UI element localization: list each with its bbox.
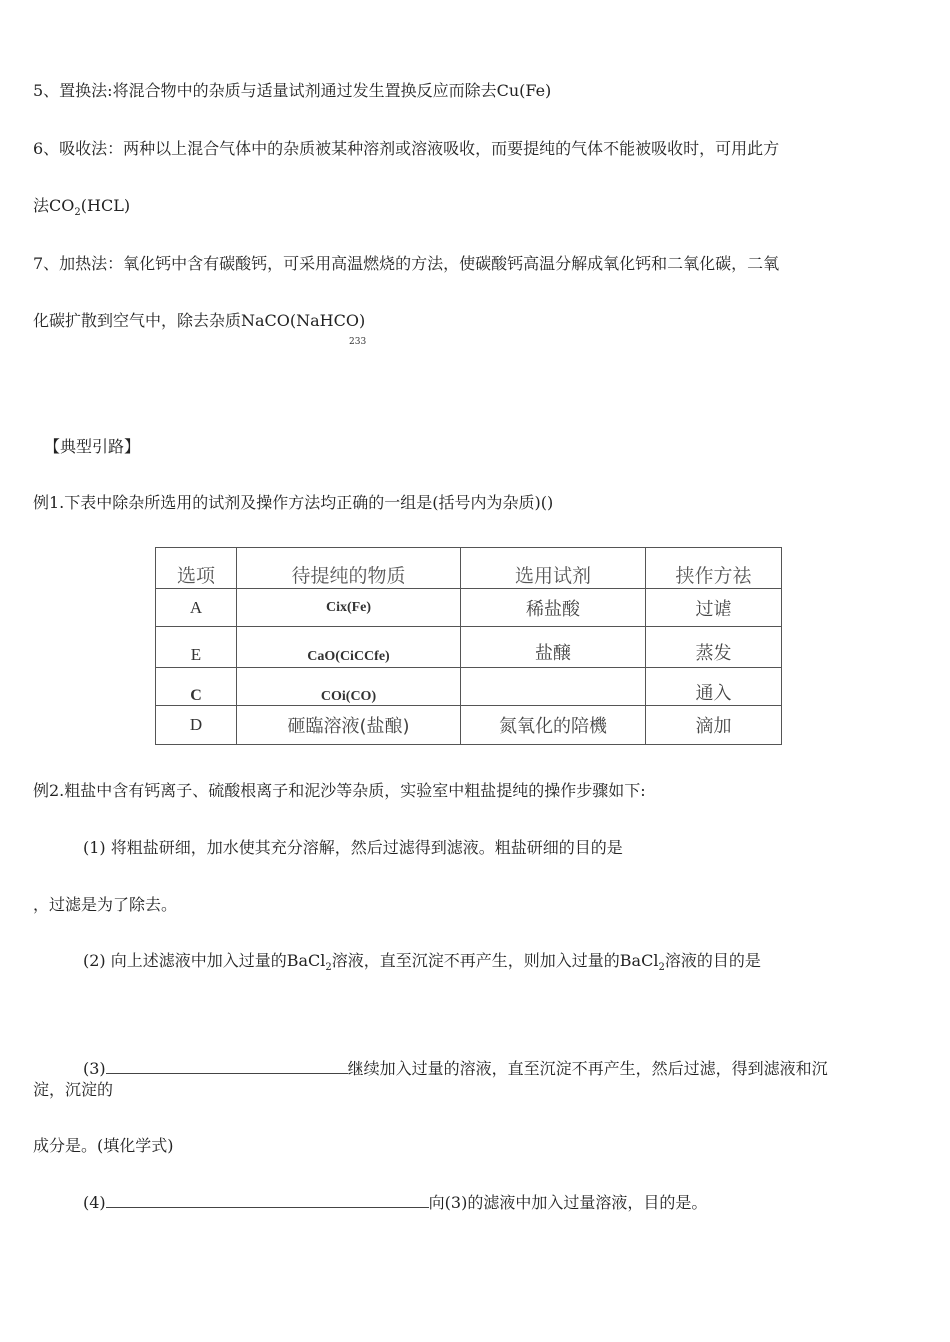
step4-text: 向(3)的滤液中加入过量溶液，目的是。	[428, 1193, 708, 1212]
table-cell: COi(CO)	[237, 668, 461, 706]
table-cell: 氮氧化的陪機	[461, 706, 646, 745]
step2-text-a: (2) 向上述滤液中加入过量的BaCl	[83, 951, 326, 970]
step4-number: (4)	[83, 1193, 106, 1212]
step4-answer-blank[interactable]	[106, 1193, 429, 1208]
table-cell: CaO(CiCCfe)	[237, 627, 461, 668]
method-7-line2: 化碳扩散到空气中，除去杂质NaCO(NaHCO)	[33, 311, 366, 330]
example-2-step3-line2: 淀，沉淀的	[33, 1080, 114, 1099]
table-header-row	[156, 548, 782, 589]
table-header: 选项	[156, 548, 237, 589]
table-cell: C	[156, 668, 237, 706]
step2-subscript-2: 2	[658, 962, 665, 973]
table-row	[156, 668, 782, 706]
example-2-step2	[83, 951, 761, 974]
table-cell	[461, 668, 646, 706]
table-header: 待提纯的物质	[237, 548, 461, 589]
method-6-line2	[33, 196, 130, 219]
step2-text-c: 溶液的目的是	[664, 951, 761, 970]
step3-text: 继续加入过量的溶液，直至沉淀不再产生，然后过滤，得到滤液和沉	[347, 1059, 828, 1078]
table-cell: A	[156, 589, 237, 627]
example-1-question: 例1.下表中除杂所选用的试剂及操作方法均正确的一组是(括号内为杂质)()	[33, 493, 554, 512]
table-cell: 蒸发	[646, 627, 782, 668]
example-2-question: 例2.粗盐中含有钙离子、硫酸根离子和泥沙等杂质，实验室中粗盐提纯的操作步骤如下:	[33, 781, 646, 800]
method-6-subscript: 2	[74, 207, 81, 218]
method-6-impurity: (HCL)	[80, 196, 131, 215]
step3-answer-blank[interactable]	[106, 1059, 348, 1074]
table-cell: Cix(Fe)	[237, 589, 461, 627]
method-6-text: 法CO	[33, 196, 75, 215]
step2-subscript-1: 2	[325, 962, 332, 973]
table-cell: 稀盐酸	[461, 589, 646, 627]
method-7-line1: 7、加热法：氧化钙中含有碳酸钙，可采用高温燃烧的方法，使碳酸钙高温分解成氧化钙和二氧化碳，二氧	[33, 254, 780, 273]
method-6-line1: 6、吸收法：两种以上混合气体中的杂质被某种溶剂或溶液吸收，而要提纯的气体不能被吸收时，可用此方	[33, 139, 780, 158]
example-2-step3-line1	[83, 1059, 828, 1079]
table-cell: 过谑	[646, 589, 782, 627]
example-2-step1-line2: ，过滤是为了除去。	[33, 895, 178, 914]
example-2-step4	[83, 1193, 707, 1213]
table-cell: 砸臨溶液(盐酿)	[237, 706, 461, 745]
method-5: 5、置换法:将混合物中的杂质与适量试剂通过发生置换反应而除去Cu(Fe)	[33, 81, 552, 100]
table-cell: D	[156, 706, 237, 745]
impurity-removal-table	[155, 547, 782, 745]
example-2-step3-line3: 成分是。(填化学式)	[33, 1136, 174, 1155]
table-cell: E	[156, 627, 237, 668]
example-2-step1-line1: (1) 将粗盐研细，加水使其充分溶解，然后过滤得到滤液。粗盐研细的目的是	[83, 838, 623, 857]
table-header: 选用试剂	[461, 548, 646, 589]
table-cell: 盐醸	[461, 627, 646, 668]
step3-number: (3)	[83, 1059, 106, 1078]
table-row	[156, 627, 782, 668]
table-cell: 通入	[646, 668, 782, 706]
method-7-subscripts: 233	[349, 337, 367, 347]
section-title: 【典型引路】	[44, 437, 141, 456]
table-row	[156, 706, 782, 745]
table-cell: 滴加	[646, 706, 782, 745]
table-header: 挟作方祛	[646, 548, 782, 589]
step2-text-b: 溶液，直至沉淀不再产生，则加入过量的BaCl	[331, 951, 659, 970]
table-row	[156, 589, 782, 627]
